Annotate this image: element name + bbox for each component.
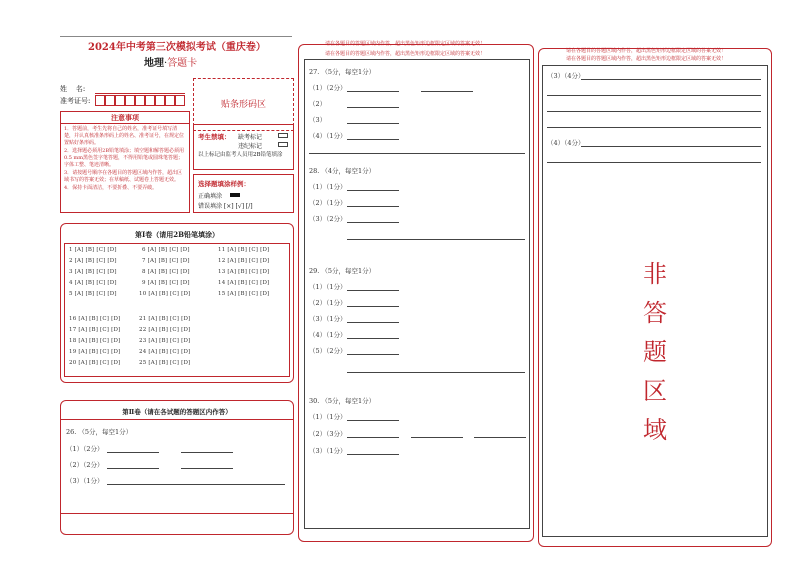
answer-line[interactable] [347,206,399,207]
choice-row[interactable]: 4 [A] [B] [C] [D] [69,280,117,286]
choice-row[interactable]: 19 [A] [B] [C] [D] [69,349,121,355]
warning-right-2: 请在各题目的答题区域内作答，超出黑色矩形边框限定区域的答案无效！ [566,56,727,62]
answer-line[interactable] [347,420,399,421]
q30-title: 30. （5分，每空1分） [309,397,376,405]
choice-row[interactable]: 20 [A] [B] [C] [D] [69,360,121,366]
card-heading [144,54,197,69]
choice-row[interactable]: 5 [A] [B] [C] [D] [69,291,117,297]
answer-line[interactable] [107,468,159,469]
choice-row[interactable]: 13 [A] [B] [C] [D] [218,269,270,275]
q-sub4: （4）（4分） [547,139,585,147]
id-label: 准考证号: [60,97,91,105]
answer-line[interactable] [347,239,525,240]
answer-line[interactable] [347,123,399,124]
choice-row[interactable]: 6 [A] [B] [C] [D] [142,247,190,253]
q29-sub3: （3）（1分） [309,315,347,323]
choice-row[interactable]: 17 [A] [B] [C] [D] [69,327,121,333]
absent-label: 考生禁填： [198,133,231,141]
notes-box [60,111,190,213]
exam-title: 2024年中考第三次模拟考试（重庆卷） [88,42,266,53]
name-label: 姓 名: [60,85,86,93]
choice-row[interactable]: 14 [A] [B] [C] [D] [218,280,270,286]
choice-row[interactable]: 3 [A] [B] [C] [D] [69,269,117,275]
middle-inner [304,59,530,529]
subject-name: 地理 [144,58,164,69]
q27-sub1: （1）（2分） [309,84,347,92]
absent-checkbox[interactable] [278,133,288,138]
card-name: 答题卡 [167,58,198,69]
q27-sub2: （2） [309,100,327,108]
answer-line[interactable] [474,437,526,438]
answer-line[interactable] [347,222,399,223]
absent-box [193,124,294,170]
part1-title: 第Ⅰ卷（请用2B铅笔填涂） [134,230,220,239]
correct-fill-mark [230,193,240,197]
choice-row[interactable]: 25 [A] [B] [C] [D] [139,360,191,366]
answer-line[interactable] [347,190,399,191]
choice-row[interactable]: 22 [A] [B] [C] [D] [139,327,191,333]
warning-right-1: 请在各题目的答题区域内作答，超出黑色矩形边框限定区域的答案无效！ [566,48,727,54]
choice-row[interactable]: 10 [A] [B] [C] [D] [139,291,191,297]
notes-item-4: 4．保持卡面清洁，不要折叠、不要弄破。 [64,185,158,191]
answer-line[interactable] [107,484,285,485]
q28-title: 28. （4分，每空1分） [309,167,376,175]
q26-title: 26. （5分，每空1分） [66,428,133,436]
q29-sub4: （4）（1分） [309,331,347,339]
answer-line[interactable] [107,452,159,453]
non-answer-char: 区 [643,377,667,405]
answer-line[interactable] [347,139,399,140]
warning-top-1: 请在各题目的答题区域内作答，超出黑色矩形边框限定区域的答案无效！ [325,41,486,47]
q28-sub1: （1）（1分） [309,183,347,191]
answer-line[interactable] [581,146,761,147]
q30-sub3: （3）（1分） [309,447,347,455]
answer-line[interactable] [347,290,399,291]
choice-row[interactable]: 16 [A] [B] [C] [D] [69,316,121,322]
answer-line[interactable] [347,338,399,339]
q29-sub1: （1）（1分） [309,283,347,291]
q29-title: 29. （5分，每空1分） [309,267,376,275]
answer-line[interactable] [581,79,761,80]
q29-sub2: （2）（1分） [309,299,347,307]
header-rule [60,36,292,37]
answer-line[interactable] [347,91,399,92]
answer-line[interactable] [421,91,473,92]
non-answer-area-label [640,255,670,450]
q27-sub4: （4）（1分） [309,132,347,140]
answer-line[interactable] [347,107,399,108]
answer-line[interactable] [181,468,233,469]
answer-line[interactable] [347,322,399,323]
non-answer-char: 域 [643,416,667,444]
answer-line[interactable] [347,306,399,307]
answer-line[interactable] [181,452,233,453]
notes-item-2: 2．选择题必须用2B铅笔填涂；填空题和解答题必须用0.5 mm黑色签字笔答题，不得用铅笔或圆珠笔答题；字体工整、笔迹清晰。 [64,148,185,168]
wrong-fill-label: 错误填涂 [×] [√] [/] [198,203,253,210]
choice-row[interactable]: 1 [A] [B] [C] [D] [69,247,117,253]
name-field[interactable] [95,93,185,94]
fill-example-box [193,174,294,213]
violation-checkbox[interactable] [278,142,288,147]
non-answer-char: 题 [643,338,667,366]
answer-line[interactable] [347,437,399,438]
choice-row[interactable]: 21 [A] [B] [C] [D] [139,316,191,322]
choice-row[interactable]: 18 [A] [B] [C] [D] [69,338,121,344]
q29-sub5: （5）（2分） [309,347,347,355]
answer-line[interactable] [347,454,399,455]
choice-row[interactable]: 15 [A] [B] [C] [D] [218,291,270,297]
notes-title: 注意事项 [61,112,189,124]
correct-fill-label: 正确填涂 [198,193,223,200]
answer-line[interactable] [347,372,525,373]
notes-item-3: 3．请按题号顺序在各题目的答题区域内作答，超出区域书写的答案无效；在草稿纸、试题卷上答题无效。 [64,170,183,183]
warning-top-2: 请在各题目的答题区域内作答，超出黑色矩形边框限定区域的答案无效！ [325,51,486,57]
absent-mark-label: 缺考标记 [238,134,263,141]
absent-note: 以上标记由监考人员用2B铅笔填涂 [198,152,283,158]
notes-item-1: 1．答题前，考生先将自己的姓名，准考证号填写清楚，并认真核准条形码上的姓名、准考证号，在规定位置贴好条形码。 [64,126,185,146]
q27-title: 27. （5分，每空1分） [309,68,376,76]
violation-mark-label: 违纪标记 [238,143,263,150]
fill-example-title: 选择题填涂样例： [198,180,250,188]
answer-line[interactable] [547,95,761,96]
q26-sub3: （3）（1分） [66,477,104,485]
id-boxes[interactable] [95,95,187,106]
choice-row[interactable]: 11 [A] [B] [C] [D] [218,247,270,253]
non-answer-char: 非 [643,260,667,288]
choice-row[interactable]: 23 [A] [B] [C] [D] [139,338,191,344]
choice-row[interactable]: 2 [A] [B] [C] [D] [69,258,117,264]
choice-row[interactable]: 7 [A] [B] [C] [D] [142,258,190,264]
q28-sub2: （2）（1分） [309,199,347,207]
q28-sub3: （3）（2分） [309,215,347,223]
q27-sub3: （3） [309,116,327,124]
answer-line[interactable] [309,153,525,154]
answer-line[interactable] [547,127,761,128]
choice-row[interactable]: 24 [A] [B] [C] [D] [139,349,191,355]
q26-sub1: （1）（2分） [66,445,104,453]
barcode-label: 贴条形码区 [220,100,266,110]
answer-line[interactable] [411,437,463,438]
q30-sub1: （1）（1分） [309,413,347,421]
q-sub3: （3）（4分） [547,72,585,80]
answer-line[interactable] [547,111,761,112]
part2-title: 第Ⅱ卷（请在各试题的答题区内作答） [122,408,232,416]
title-separator: · [164,58,168,69]
q26-sub2: （2）（2分） [66,461,104,469]
non-answer-char: 答 [643,299,667,327]
choice-row[interactable]: 9 [A] [B] [C] [D] [142,280,190,286]
answer-line[interactable] [547,162,761,163]
answer-line[interactable] [347,354,399,355]
q30-sub2: （2）（3分） [309,430,347,438]
choice-row[interactable]: 8 [A] [B] [C] [D] [142,269,190,275]
choice-row[interactable]: 12 [A] [B] [C] [D] [218,258,270,264]
